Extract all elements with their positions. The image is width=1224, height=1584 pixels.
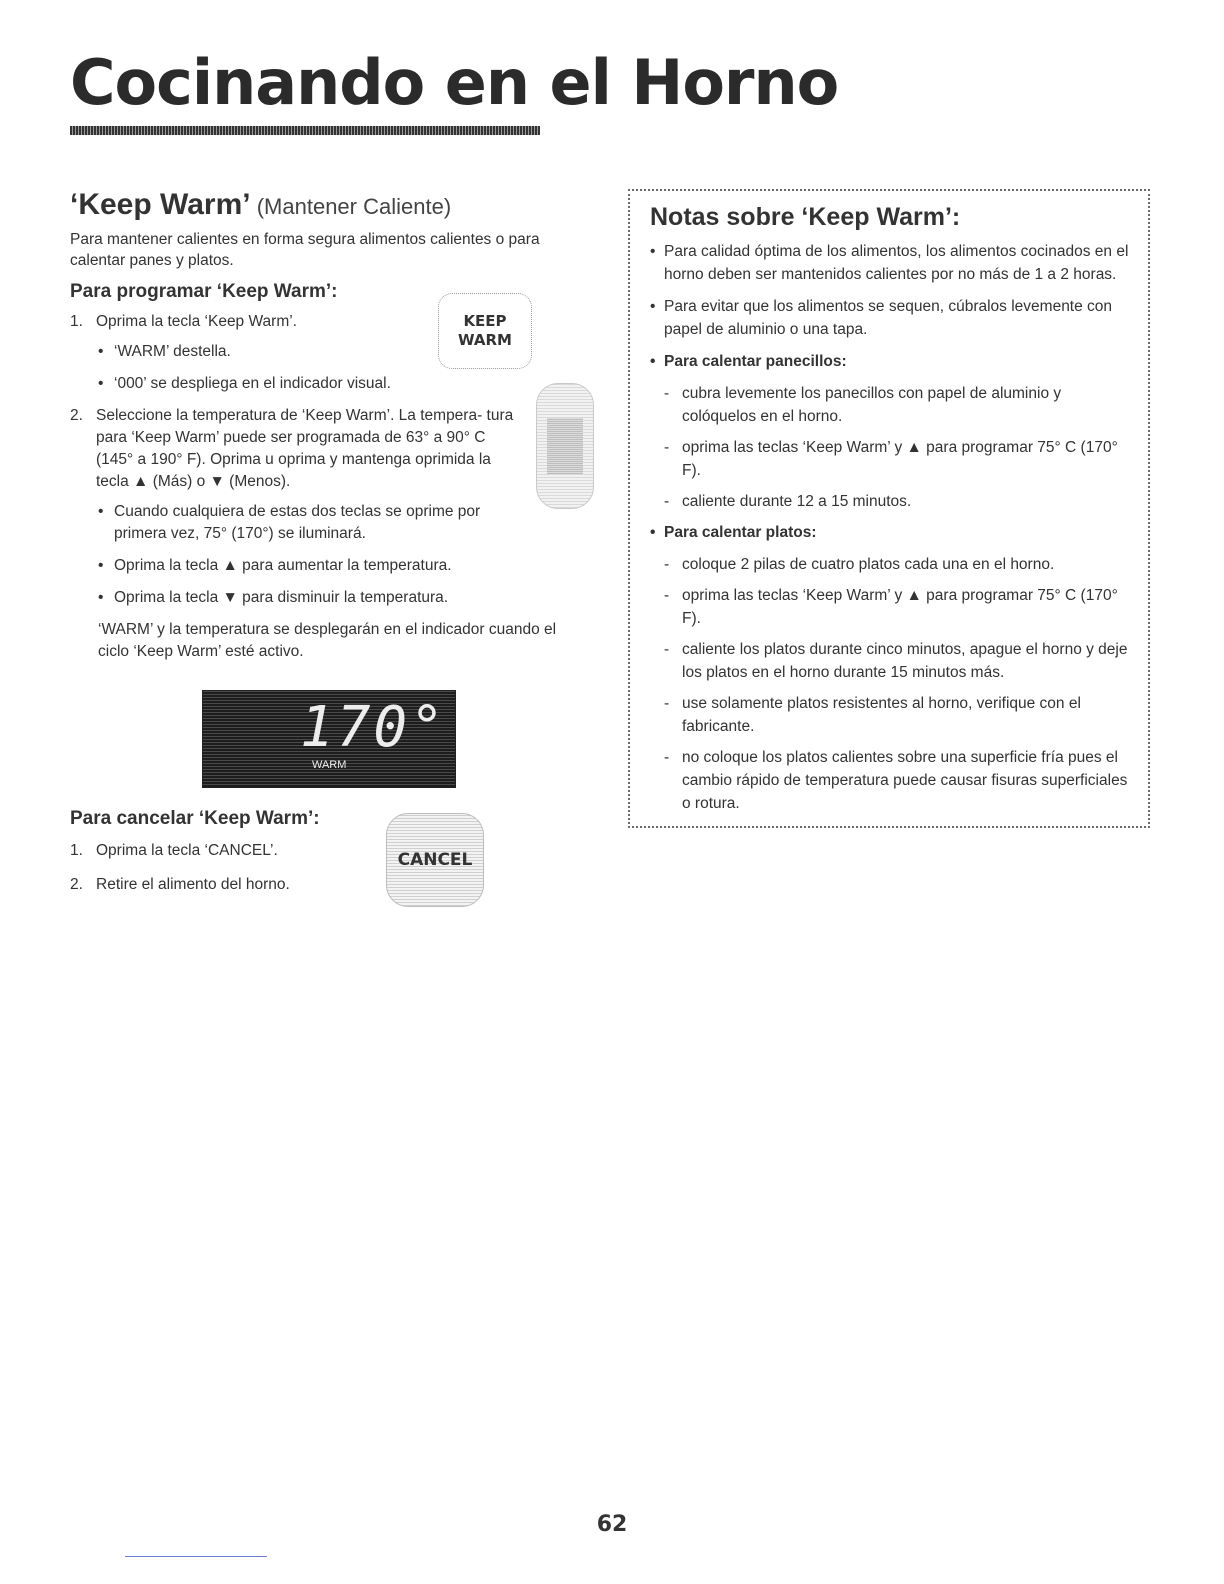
keep-warm-section — [70, 188, 590, 663]
cancel-step-1-text: Oprima la tecla ‘CANCEL’. — [96, 842, 278, 859]
cancel-step-2 — [70, 874, 370, 896]
step-1-text: Oprima la tecla ‘Keep Warm’. — [96, 312, 297, 330]
notes-bullet-2: • Para evitar que los alimentos se sequen, cúbralos levemente con papel de aluminio o una tapa. — [650, 295, 1132, 341]
step-1-bullet-1: • ‘WARM’ destella. — [70, 341, 504, 363]
display-warm-indicator: WARM — [312, 759, 347, 771]
step-2-bullet-3: • Oprima la tecla ▼ para disminuir la temperatura. — [70, 587, 534, 609]
rolls-heading: • Para calentar panecillos: — [650, 350, 1132, 373]
rolls-dash-3: - caliente durante 12 a 15 minutos. — [650, 490, 1132, 513]
title-underline — [70, 126, 540, 135]
notes-bullet-1: • Para calidad óptima de los alimentos, los alimentos cocinados en el horno deben ser mantenidos calientes por no más de 1 a 2 horas. — [650, 240, 1132, 286]
page-number: 62 — [596, 1512, 628, 1537]
cancel-section — [70, 808, 370, 904]
plates-dash-5: - no coloque los platos calientes sobre una superficie fría pues el cambio rápido de temperatura puede causar fisuras superficiales o rotura. — [650, 746, 1132, 815]
rolls-dash-2: - oprima las teclas ‘Keep Warm’ y ▲ para programar 75° C (170° F). — [650, 436, 1132, 482]
page-title: Cocinando en el Horno — [70, 46, 839, 119]
step-1-number: 1. — [70, 312, 83, 330]
cancel-step-2-number: 2. — [70, 876, 83, 893]
cancel-step-2-text: Retire el alimento del horno. — [96, 876, 290, 893]
cancel-step-1-number: 1. — [70, 842, 83, 859]
notes-box — [628, 189, 1150, 828]
keep-warm-key-image — [438, 293, 532, 369]
step-2-text: Seleccione la temperatura de ‘Keep Warm’. La tempera- tura para ‘Keep Warm’ puede ser programada de 63° a 90° C (145° a 190° F). Oprima u oprima y mantenga oprimida la tecla ▲ (Más) o ▼ (Menos). — [96, 406, 514, 490]
notes-title: Notas sobre ‘Keep Warm’: — [650, 203, 961, 231]
step-2-bullet-1: • Cuando cualquiera de estas dos teclas se oprime por primera vez, 75° (170°) se iluminará. — [70, 501, 504, 545]
section-heading-normal: (Mantener Caliente) — [250, 194, 452, 219]
up-down-key-image — [536, 383, 594, 509]
program-heading: Para programar ‘Keep Warm’: — [70, 280, 338, 302]
up-down-key-divider — [547, 418, 583, 474]
section-heading — [70, 188, 590, 223]
plates-dash-1: - coloque 2 pilas de cuatro platos cada una en el horno. — [650, 553, 1132, 576]
cancel-key-label: CANCEL — [397, 850, 473, 870]
step-1-bullet-2: • ‘000’ se despliega en el indicador visual. — [70, 373, 504, 395]
section-heading-bold: ‘Keep Warm’ — [70, 188, 251, 221]
step-2-bullet-2: • Oprima la tecla ▲ para aumentar la temperatura. — [70, 555, 534, 577]
keep-key-line-1: KEEP — [463, 312, 507, 330]
cancel-step-1 — [70, 840, 370, 862]
display-temperature: 170° — [300, 695, 447, 760]
step-2-number: 2. — [70, 406, 83, 424]
section-intro: Para mantener calientes en forma segura alimentos calientes o para calentar panes y platos. — [70, 230, 540, 269]
cancel-key-image — [386, 813, 484, 907]
plates-dash-3: - caliente los platos durante cinco minutos, apague el horno y deje los platos en el horno durante 15 minutos más. — [650, 638, 1132, 684]
plates-dash-4: - use solamente platos resistentes al horno, verifique con el fabricante. — [650, 692, 1132, 738]
plates-heading: • Para calentar platos: — [650, 521, 1132, 544]
footer-rule — [125, 1556, 267, 1557]
step-2 — [70, 405, 516, 493]
cancel-heading: Para cancelar ‘Keep Warm’: — [70, 808, 320, 829]
rolls-dash-1: - cubra levemente los panecillos con papel de aluminio y colóquelos en el horno. — [650, 382, 1132, 428]
plates-dash-2: - oprima las teclas ‘Keep Warm’ y ▲ para programar 75° C (170° F). — [650, 584, 1132, 630]
closing-text: ‘WARM’ y la temperatura se desplegarán en el indicador cuando el ciclo ‘Keep Warm’ esté activo. — [98, 620, 557, 660]
keep-key-line-2: WARM — [458, 331, 512, 349]
